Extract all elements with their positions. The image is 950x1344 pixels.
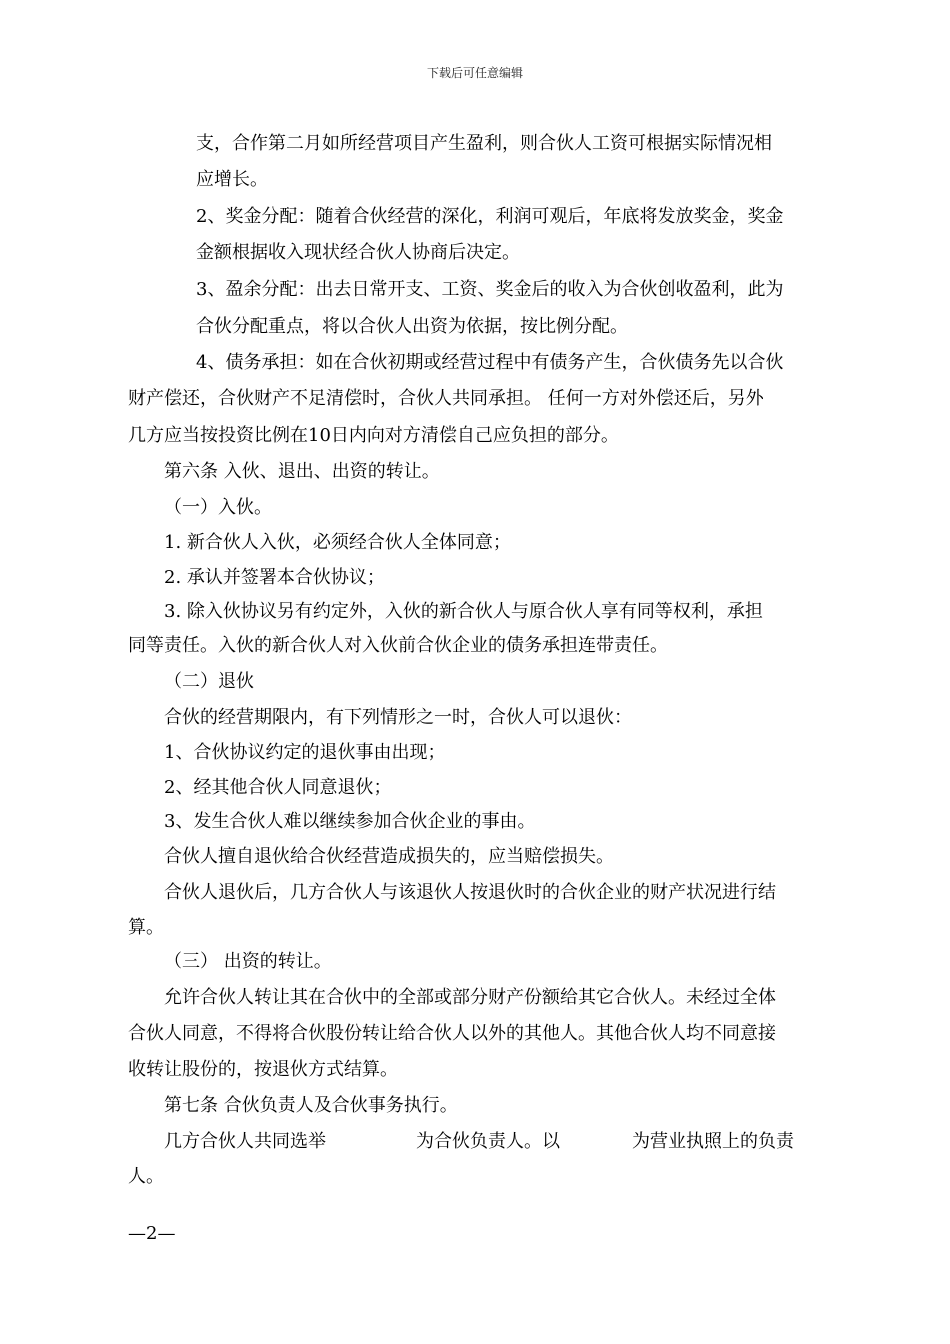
text-line: 1、合伙协议约定的退伙事由出现； [164, 742, 446, 763]
text-line: 允许合伙人转让其在合伙中的全部或部分财产份额给其它合伙人。未经过全体 [164, 987, 776, 1008]
section-heading: 第六条 入伙、退出、出资的转让。 [164, 461, 440, 482]
text-line: 合伙人同意，不得将合伙股份转让给合伙人以外的其他人。其他合伙人均不同意接 [128, 1023, 776, 1044]
subsection-heading: （三） 出资的转让。 [164, 951, 332, 972]
text-line: 合伙人擅自退伙给合伙经营造成损失的，应当赔偿损失。 [164, 846, 614, 867]
text-line: 1. 新合伙人入伙，必须经合伙人全体同意； [164, 532, 511, 553]
subsection-heading: （二）退伙 [164, 671, 254, 692]
text-line: 3. 除入伙协议另有约定外，入伙的新合伙人与原合伙人享有同等权利，承担 [164, 601, 763, 622]
text-line: 3、盈余分配：出去日常开支、工资、奖金后的收入为合伙创收盈利，此为 [196, 279, 784, 300]
text-line: 金额根据收入现状经合伙人协商后决定。 [196, 242, 520, 263]
text-line: 收转让股份的，按退伙方式结算。 [128, 1059, 398, 1080]
page-header: 下载后可任意编辑 [426, 66, 523, 80]
text-line: 几方合伙人共同选举 为合伙负责人。以 为营业执照上的负责 [164, 1131, 794, 1152]
text-line: 应增长。 [196, 169, 268, 190]
text-line: 2、经其他合伙人同意退伙； [164, 777, 392, 798]
text-line: 人。 [128, 1166, 164, 1187]
text-line: 2. 承认并签署本合伙协议； [164, 567, 385, 588]
text-line: 2、奖金分配：随着合伙经营的深化，利润可观后，年底将发放奖金，奖金 [196, 206, 784, 227]
text-line: 算。 [128, 917, 164, 938]
text-line: 支，合作第二月如所经营项目产生盈利，则合伙人工资可根据实际情况相 [196, 133, 772, 154]
text-line: 4、债务承担：如在合伙初期或经营过程中有债务产生，合伙债务先以合伙 [196, 352, 784, 373]
text-line: 合伙的经营期限内，有下列情形之一时，合伙人可以退伙： [164, 707, 632, 728]
text-line: 几方应当按投资比例在10日内向对方清偿自己应负担的部分。 [128, 425, 619, 446]
section-heading: 第七条 合伙负责人及合伙事务执行。 [164, 1095, 458, 1116]
text-line: 合伙人退伙后，几方合伙人与该退伙人按退伙时的合伙企业的财产状况进行结 [164, 882, 776, 903]
text-line: 3、发生合伙人难以继续参加合伙企业的事由。 [164, 811, 536, 832]
text-line: 合伙分配重点，将以合伙人出资为依据，按比例分配。 [196, 316, 628, 337]
text-line: 同等责任。入伙的新合伙人对入伙前合伙企业的债务承担连带责任。 [128, 635, 668, 656]
page-number: —2— [128, 1223, 176, 1244]
subsection-heading: （一）入伙。 [164, 497, 272, 518]
text-line: 财产偿还，合伙财产不足清偿时，合伙人共同承担。 任何一方对外偿还后，另外 [128, 388, 764, 409]
